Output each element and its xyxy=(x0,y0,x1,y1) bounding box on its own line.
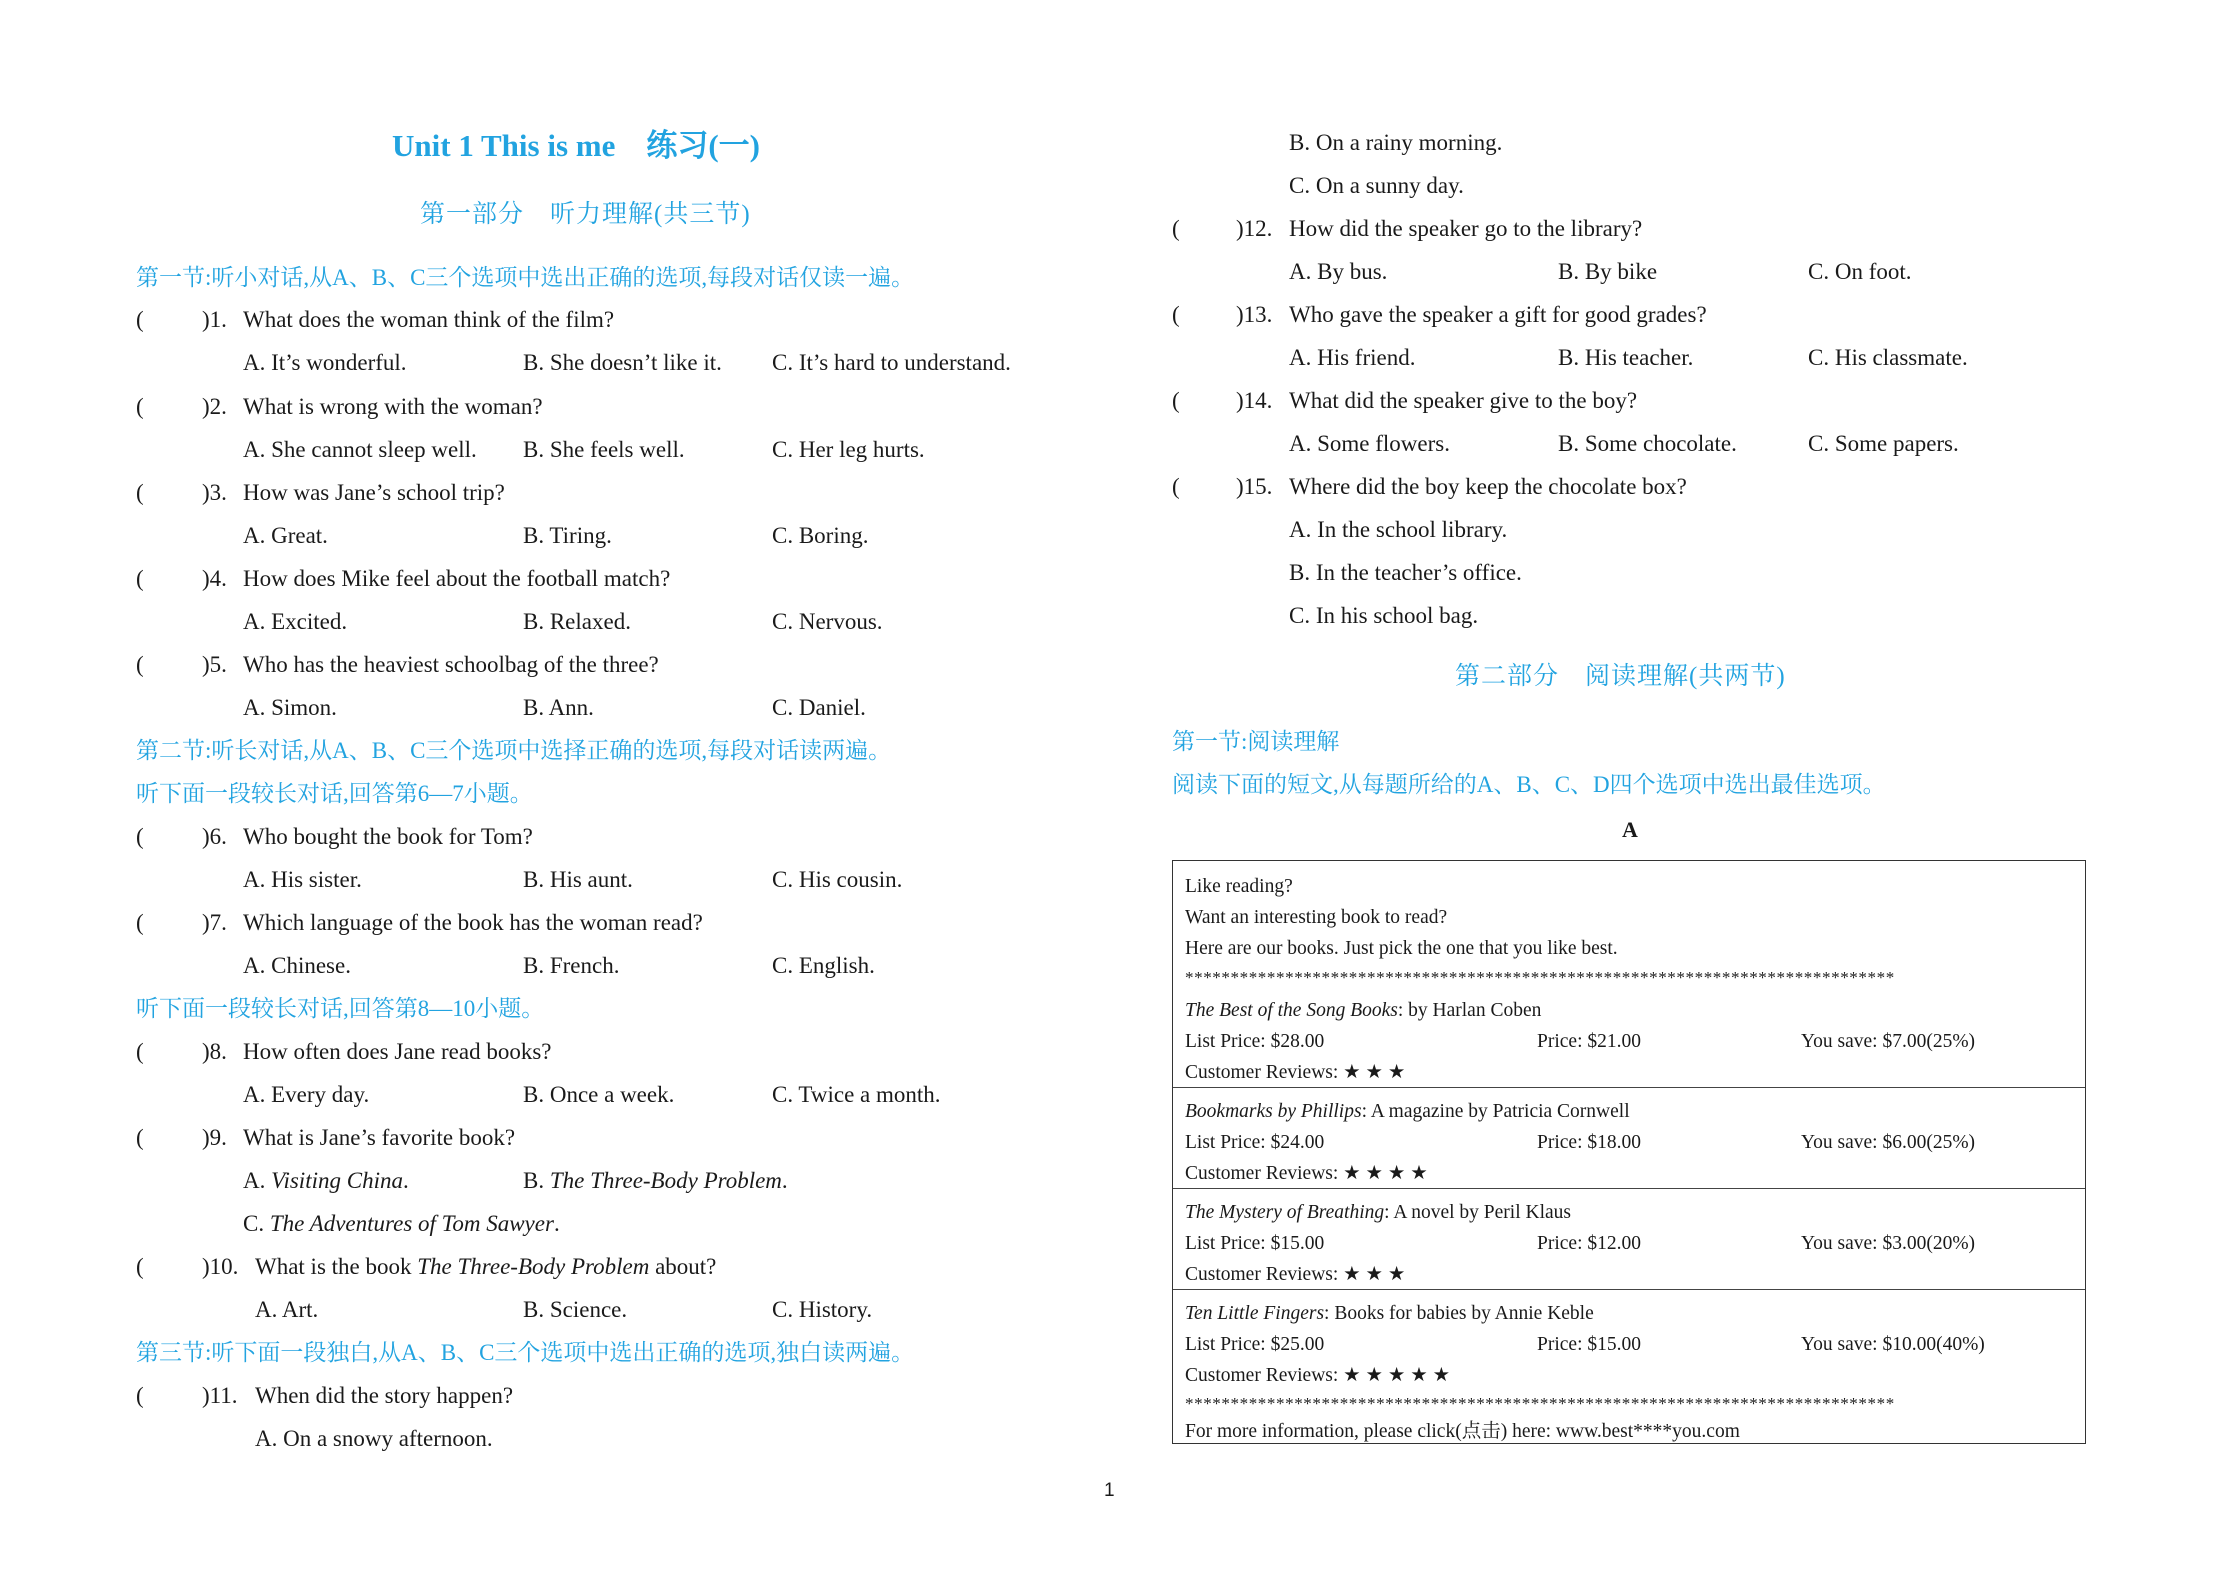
option-c[interactable]: C. Her leg hurts. xyxy=(772,437,925,462)
option-a[interactable]: A. Chinese. xyxy=(243,953,351,978)
option-c[interactable]: C. Twice a month. xyxy=(772,1082,941,1107)
question-text: What is Jane’s favorite book? xyxy=(243,1125,516,1150)
question-number: )4. xyxy=(202,566,227,591)
answer-blank[interactable]: ( xyxy=(136,394,144,419)
option-c[interactable]: C. History. xyxy=(772,1297,873,1322)
option-a[interactable]: A. Every day. xyxy=(243,1082,370,1107)
answer-blank[interactable]: ( xyxy=(136,652,144,677)
question-text-title: The Three-Body Problem xyxy=(417,1254,650,1279)
answer-blank[interactable]: ( xyxy=(136,1039,144,1064)
book-divider xyxy=(1173,1188,2085,1189)
option-b[interactable]: B. Science. xyxy=(523,1297,628,1322)
answer-blank[interactable]: ( xyxy=(1172,474,1180,499)
answer-blank[interactable]: ( xyxy=(136,307,144,332)
option-a[interactable]: A. Some flowers. xyxy=(1289,431,1450,456)
option-b[interactable]: B. His teacher. xyxy=(1558,345,1694,370)
book-4-title-line xyxy=(1185,1298,2073,1329)
section2-subinstruction-a: 听下面一段较长对话,回答第6—7小题。 xyxy=(136,781,533,806)
option-c[interactable]: C. English. xyxy=(772,953,875,978)
option-b[interactable]: B. Relaxed. xyxy=(523,609,631,634)
option-b[interactable]: B. She doesn’t like it. xyxy=(523,350,722,375)
ad-intro-3: Here are our books. Just pick the one that you like best. xyxy=(1185,938,1618,959)
option-b[interactable]: B. Tiring. xyxy=(523,523,612,548)
question-number: )14. xyxy=(1236,388,1273,413)
ad-footer-link[interactable]: For more information, please click(点击) here: www.best****you.com xyxy=(1185,1421,1740,1442)
ad-asterisk-divider: ****************************************************************************** xyxy=(1185,968,1895,987)
question-text: Where did the boy keep the chocolate box? xyxy=(1289,474,1687,499)
option-b-prefix: B. xyxy=(523,1168,550,1193)
question-text: What does the woman think of the film? xyxy=(243,307,615,332)
book-title: The Mystery of Breathing xyxy=(1185,1202,1385,1223)
option-a[interactable]: A. Art. xyxy=(255,1297,319,1322)
answer-blank[interactable]: ( xyxy=(136,566,144,591)
question-number: )12. xyxy=(1236,216,1273,241)
price: Price: $15.00 xyxy=(1537,1334,1641,1355)
ad-intro-1: Like reading? xyxy=(1185,876,1293,897)
option-a[interactable]: A. In the school library. xyxy=(1289,517,1508,542)
price: Price: $12.00 xyxy=(1537,1233,1641,1254)
book-3-reviews xyxy=(1185,1259,2073,1290)
option-b[interactable]: B. Ann. xyxy=(523,695,594,720)
answer-blank[interactable]: ( xyxy=(136,824,144,849)
option-a-prefix: A. xyxy=(243,1168,272,1193)
book-divider xyxy=(1173,1289,2085,1290)
price: Price: $21.00 xyxy=(1537,1031,1641,1052)
question-text: What is wrong with the woman? xyxy=(243,394,543,419)
list-price: List Price: $25.00 xyxy=(1185,1334,1325,1355)
answer-blank[interactable]: ( xyxy=(1172,216,1180,241)
option-c[interactable]: C. On a sunny day. xyxy=(1289,173,1464,198)
option-b[interactable]: B. She feels well. xyxy=(523,437,685,462)
option-c-title: The Adventures of Tom Sawyer xyxy=(269,1211,554,1236)
answer-blank[interactable]: ( xyxy=(1172,302,1180,327)
section2-instruction: 第二节:听长对话,从A、B、C三个选项中选择正确的选项,每段对话读两遍。 xyxy=(136,738,892,763)
question-number: )11. xyxy=(202,1383,238,1408)
option-a[interactable]: A. Great. xyxy=(243,523,328,548)
star-icon-rating: ★ ★ ★ ★ xyxy=(1343,1163,1428,1184)
you-save: You save: $7.00(25%) xyxy=(1801,1031,1976,1052)
book-desc: : Books for babies by Annie Keble xyxy=(1324,1303,1594,1324)
option-a-suffix: . xyxy=(402,1168,409,1193)
option-b[interactable]: B. On a rainy morning. xyxy=(1289,130,1503,155)
option-c-prefix: C. xyxy=(243,1211,270,1236)
book-2-reviews xyxy=(1185,1158,2073,1189)
section3-instruction: 第三节:听下面一段独白,从A、B、C三个选项中选出正确的选项,独白读两遍。 xyxy=(136,1340,915,1365)
section2-subinstruction-b: 听下面一段较长对话,回答第8—10小题。 xyxy=(136,996,545,1021)
question-text: How does Mike feel about the football match? xyxy=(243,566,671,591)
question-text: Who bought the book for Tom? xyxy=(243,824,533,849)
question-text: How did the speaker go to the library? xyxy=(1289,216,1643,241)
you-save: You save: $3.00(20%) xyxy=(1801,1233,1976,1254)
book-ad-box xyxy=(1172,860,2086,1444)
question-text: Which language of the book has the woman read? xyxy=(243,910,703,935)
question-text: Who gave the speaker a gift for good grades? xyxy=(1289,302,1707,327)
option-c[interactable]: C. On foot. xyxy=(1808,259,1912,284)
option-a[interactable]: A. By bus. xyxy=(1289,259,1388,284)
option-a[interactable]: A. It’s wonderful. xyxy=(243,350,407,375)
option-a[interactable]: A. Excited. xyxy=(243,609,348,634)
reading-instruction: 阅读下面的短文,从每题所给的A、B、C、D四个选项中选出最佳选项。 xyxy=(1172,772,1886,797)
answer-blank[interactable]: ( xyxy=(136,1254,144,1279)
reviews-label: Customer Reviews: xyxy=(1185,1365,1339,1386)
question-number: )6. xyxy=(202,824,227,849)
answer-blank[interactable]: ( xyxy=(136,1125,144,1150)
book-1-title-line xyxy=(1185,995,2073,1026)
question-number: )15. xyxy=(1236,474,1273,499)
question-text-pre: What is the book xyxy=(255,1254,418,1279)
option-c-suffix: . xyxy=(553,1211,560,1236)
question-number: )3. xyxy=(202,480,227,505)
option-c[interactable]: C. It’s hard to understand. xyxy=(772,350,1011,375)
option-b[interactable]: B. Some chocolate. xyxy=(1558,431,1737,456)
answer-blank[interactable]: ( xyxy=(1172,388,1180,413)
list-price: List Price: $28.00 xyxy=(1185,1031,1325,1052)
option-c[interactable]: C. Daniel. xyxy=(772,695,866,720)
option-b[interactable]: B. In the teacher’s office. xyxy=(1289,560,1522,585)
option-c[interactable]: C. Boring. xyxy=(772,523,869,548)
star-icon-rating: ★ ★ ★ xyxy=(1343,1062,1406,1083)
question-text: When did the story happen? xyxy=(255,1383,514,1408)
option-a[interactable]: A. She cannot sleep well. xyxy=(243,437,477,462)
option-b-title: The Three-Body Problem xyxy=(549,1168,782,1193)
option-b-suffix: . xyxy=(781,1168,788,1193)
option-b[interactable]: B. By bike xyxy=(1558,259,1658,284)
page-title: Unit 1 This is me 练习(一) xyxy=(392,128,761,163)
reviews-label: Customer Reviews: xyxy=(1185,1163,1339,1184)
question-text-post: about? xyxy=(649,1254,717,1279)
option-c[interactable]: C. In his school bag. xyxy=(1289,603,1479,628)
question-number: )2. xyxy=(202,394,227,419)
list-price: List Price: $15.00 xyxy=(1185,1233,1325,1254)
question-number: )1. xyxy=(202,307,227,332)
book-4-reviews xyxy=(1185,1360,2073,1391)
option-c[interactable]: C. His classmate. xyxy=(1808,345,1968,370)
option-a[interactable]: A. His sister. xyxy=(243,867,362,892)
part2-heading: 第二部分 阅读理解(共两节) xyxy=(1455,663,1786,690)
question-text: What did the speaker give to the boy? xyxy=(1289,388,1638,413)
book-1-reviews xyxy=(1185,1057,2073,1088)
you-save: You save: $6.00(25%) xyxy=(1801,1132,1976,1153)
star-icon-rating: ★ ★ ★ ★ ★ xyxy=(1343,1365,1451,1386)
option-a[interactable]: A. His friend. xyxy=(1289,345,1416,370)
option-c[interactable]: C. Some papers. xyxy=(1808,431,1959,456)
option-c[interactable]: C. His cousin. xyxy=(772,867,903,892)
book-title: The Best of the Song Books xyxy=(1185,1000,1398,1021)
question-number: )13. xyxy=(1236,302,1273,327)
reviews-label: Customer Reviews: xyxy=(1185,1264,1339,1285)
option-c[interactable]: C. Nervous. xyxy=(772,609,883,634)
question-number: )10. xyxy=(202,1254,239,1279)
book-3-title-line xyxy=(1185,1197,2073,1228)
book-title: Bookmarks by Phillips xyxy=(1185,1101,1362,1122)
book-title: Ten Little Fingers xyxy=(1185,1303,1325,1324)
option-a[interactable] xyxy=(243,1166,409,1196)
option-b[interactable] xyxy=(523,1166,788,1196)
question-number: )7. xyxy=(202,910,227,935)
price: Price: $18.00 xyxy=(1537,1132,1641,1153)
section1-instruction: 第一节:听小对话,从A、B、C三个选项中选出正确的选项,每段对话仅读一遍。 xyxy=(136,265,915,290)
option-b[interactable]: B. His aunt. xyxy=(523,867,633,892)
question-text: How often does Jane read books? xyxy=(243,1039,552,1064)
ad-asterisk-divider: ****************************************************************************** xyxy=(1185,1394,1895,1413)
book-divider xyxy=(1173,1087,2085,1088)
answer-blank[interactable]: ( xyxy=(136,910,144,935)
part1-heading: 第一部分 听力理解(共三节) xyxy=(420,201,751,228)
option-b[interactable]: B. Once a week. xyxy=(523,1082,675,1107)
answer-blank[interactable]: ( xyxy=(136,1383,144,1408)
page-number: 1 xyxy=(1104,1480,1115,1501)
option-a[interactable]: A. On a snowy afternoon. xyxy=(255,1426,493,1451)
option-a[interactable]: A. Simon. xyxy=(243,695,337,720)
question-number: )5. xyxy=(202,652,227,677)
book-2-title-line xyxy=(1185,1096,2073,1127)
list-price: List Price: $24.00 xyxy=(1185,1132,1325,1153)
book-desc: : A magazine by Patricia Cornwell xyxy=(1361,1101,1630,1122)
reviews-label: Customer Reviews: xyxy=(1185,1062,1339,1083)
option-b[interactable]: B. French. xyxy=(523,953,620,978)
question-number: )8. xyxy=(202,1039,227,1064)
ad-intro-2: Want an interesting book to read? xyxy=(1185,907,1448,928)
book-desc: : A novel by Peril Klaus xyxy=(1384,1202,1571,1223)
question-text: How was Jane’s school trip? xyxy=(243,480,505,505)
star-icon-rating: ★ ★ ★ xyxy=(1343,1264,1406,1285)
question-text: Who has the heaviest schoolbag of the three? xyxy=(243,652,659,677)
question-number: )9. xyxy=(202,1125,227,1150)
reading-section1-heading: 第一节:阅读理解 xyxy=(1172,729,1340,754)
option-c[interactable] xyxy=(243,1209,560,1239)
question-text xyxy=(255,1252,716,1282)
book-desc: : by Harlan Coben xyxy=(1397,1000,1542,1021)
option-a-title: Visiting China xyxy=(271,1168,403,1193)
you-save: You save: $10.00(40%) xyxy=(1801,1334,1985,1355)
answer-blank[interactable]: ( xyxy=(136,480,144,505)
passage-label: A xyxy=(1622,817,1638,842)
